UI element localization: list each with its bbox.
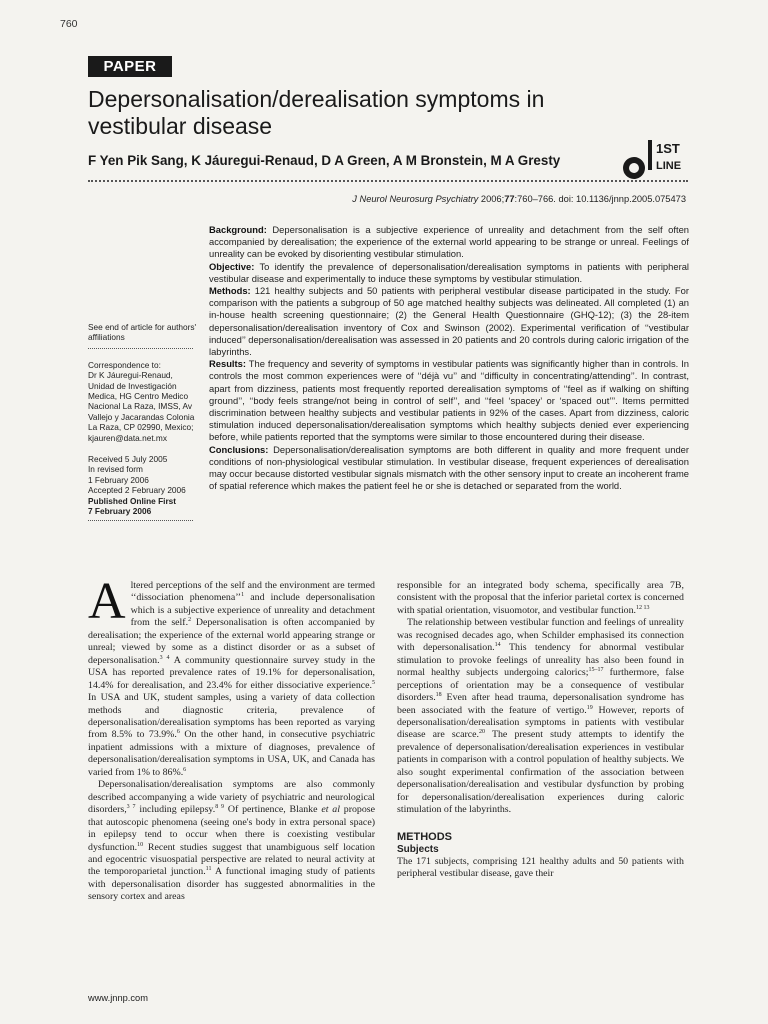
reference-marker: 15–17 [588, 667, 604, 674]
reference-marker: 18 [435, 692, 442, 699]
body-text: The present study attempts to identify the prevalence of depersonalisation/derealisation experiences in vestibular patients in comparison with a control population of healthy subjects. We also sought experimental confirmation of the association between depersonalisation/derealisation and vestibular dysfunction by probing for depersonalisation/derealisation experiences during caloric stimulation of the labyrinths. [397, 729, 685, 816]
abstract-text: To identify the prevalence of depersonalisation/derealisation symptoms in patients with peripheral vestibular disease and experimentally to induce these symptoms by vestibular stimulation. [209, 260, 689, 284]
abstract-heading: Objective: [209, 260, 255, 272]
header-divider [88, 180, 688, 182]
abstract-heading: Methods: [209, 285, 251, 297]
abstract-heading: Background: [209, 224, 267, 235]
reference-marker: 14 [494, 642, 501, 649]
body-paragraph [88, 573, 375, 779]
reference-marker: 6 [183, 766, 187, 773]
page-number: 760 [60, 18, 78, 30]
reference-marker: 10 [137, 841, 144, 848]
reference-marker: 12 13 [636, 604, 650, 611]
received-date: Received 5 July 2005 [88, 454, 168, 465]
abstract-objective [209, 261, 689, 285]
body-paragraph [397, 617, 684, 816]
subsection-heading-subjects: Subjects [397, 843, 439, 855]
abstract-methods [209, 285, 689, 358]
body-text: Even after head trauma, depersonalisation syndrome has been associated with the feature of vertigo. [397, 692, 684, 716]
reference-marker: 8 9 [215, 804, 225, 811]
body-text: This tendency for abnormal vestibular stimulation to provoke feelings of unreality has also been found in normal healthy subjects undergoing calorics; [397, 642, 684, 679]
logo-top-text: 1ST [656, 141, 680, 156]
published-online-label: Published Online First [88, 495, 177, 506]
correspondence-address: Dr K Jáuregui-Renaud, Unidad de Investigación Medica, HG Centro Medico Nacional La Raza, IMSS, Av Vallejo y Jacarandas Colonia La Raza, CP 02990, Mexico; kjauren@data.net.mx [88, 370, 195, 443]
published-online-date: 7 February 2006 [88, 506, 152, 517]
body-text: ltered perceptions of the self and the environment are termed ‘‘dissociation phenomena’’ [130, 580, 375, 604]
citation-volume: 77 [504, 194, 515, 204]
body-text: and include depersonalisation which is a subjective experience of unreality and detachment from the self. [130, 592, 375, 629]
body-text: Depersonalisation/derealisation symptoms are also commonly described accompanying a wide variety of psychiatric and neurological disorders, [88, 779, 375, 816]
citation-pages-doi: :760–766. doi: 10.1136/jnnp.2005.075473 [514, 194, 686, 204]
abstract-text: 121 healthy subjects and 50 patients with peripheral vestibular disease participated in the study. For comparison with the patients a subgroup of 50 age matched healthy subjects was delineated. All completed (1) an in-house health screening questionnaire; (2) the General Health Questionnaire (GHQ-12); (3) the 28-item depersonalisation/derealisation inventory of Cox and Swinson (2002). Experimental verification of ‘‘vestibular induced’’ depersonalisation/derealisation was assessed in 20 patients and 20 controls during caloric irrigation of the labyrinths. [209, 285, 689, 358]
abstract-text: Depersonalisation is a subjective experience of unreality and detachment from the self often accompanied by derealisation; the experience of the external world appearing to be strange or unreal. Feelings of unreality can be evoked by disorienting vestibular stimulation. [209, 224, 689, 260]
revised-label: In revised form [88, 464, 143, 475]
body-text: propose that autoscopic phenomena (seeing one's body in extra personal space) in epilepsy tend to occur when there is coexisting vestibular dysfunction. [88, 804, 376, 853]
abstract-text: Depersonalisation/derealisation symptoms are both different in quality and more frequent under conditions of non-physiological vestibular stimulation. In vestibular disease, frequent experiences of derealisation may occur because distorted vestibular signals mismatch with the other sensory input to create an incoherent frame of spatial reference which makes the patient feel he or she is detached or separated from the world. [209, 443, 689, 492]
reference-marker: 2 [188, 617, 192, 624]
section-heading-methods: METHODS [397, 830, 452, 843]
reference-marker: 20 [479, 729, 485, 736]
reference-marker: 19 [586, 704, 593, 711]
affiliations-note: See end of article for authors' affiliations [88, 322, 197, 343]
abstract-heading: Results: [209, 358, 246, 370]
body-text: Recent studies suggest that unambiguous self location and egocentric visuospatial perspective are related to neural activity at the temporoparietal junction. [88, 841, 375, 878]
reference-marker: 6 [176, 729, 180, 736]
citation-line [352, 194, 686, 204]
abstract-results [209, 358, 689, 443]
reference-marker: 11 [205, 866, 212, 873]
reference-marker: 3 7 [126, 804, 136, 811]
body-text: However, reports of depersonalisation/derealisation symptoms in patients with vestibular disease are scarce. [397, 704, 684, 741]
body-text: A functional imaging study of patients with depersonalisation disorder has suggested abnormalities in the sensory cortex and areas [88, 866, 375, 903]
body-column-left [88, 573, 376, 904]
first-online-logo-icon [618, 138, 690, 182]
footer-journal-url: www.jnnp.com [88, 993, 148, 1003]
body-paragraph [88, 779, 375, 904]
accepted-date: Accepted 2 February 2006 [88, 485, 186, 496]
sidebar-divider [88, 348, 193, 349]
body-text: including epilepsy. [135, 804, 216, 816]
article-title: Depersonalisation/derealisation symptoms in vestibular disease [88, 86, 545, 139]
body-text: Depersonalisation is often accompanied by derealisation; the experience of the external world appearing strange or unreal; viewed by some as a distinct disorder or as a subset of depersonalisation. [88, 617, 375, 666]
section-tag: PAPER [88, 56, 172, 77]
abstract [209, 224, 689, 492]
body-text: furthermore, false perceptions of orientation may be a consequence of vestibular disorders. [397, 667, 684, 704]
body-text: The relationship between vestibular function and feelings of unreality was recognised decades ago, when Schilder emphasised its connection with depersonalisation. [397, 617, 684, 654]
abstract-conclusions [209, 444, 689, 493]
body-column-right [397, 580, 684, 881]
sidebar-divider [88, 520, 193, 521]
reference-marker: 3 4 [159, 654, 170, 661]
body-text: In USA and UK, student samples, using a variety of data collection methods and diagnostic criteria, prevalence of depersonalisation/derealisation symptoms has been reported as varying from 8.5% to 73.9%. [88, 692, 375, 741]
reference-marker: 1 [241, 592, 245, 599]
body-paragraph [397, 580, 684, 617]
citation-year: 2006; [480, 194, 505, 204]
correspondence-label: Correspondence to: [88, 359, 161, 370]
body-text: A community questionnaire survey study in the USA has reported prevalence rates of 19.1% for depersonalisation, 14.4% for derealisation, and 23.4% for either dissociative experience. [88, 654, 375, 691]
reference-marker: 5 [372, 679, 375, 686]
body-paragraph: The 171 subjects, comprising 121 healthy adults and 50 patients with peripheral vestibular disease, gave their [397, 855, 684, 880]
abstract-text: The frequency and severity of symptoms in vestibular patients was significantly higher than in controls. In controls the most common experiences were of ‘‘déjà vu’’ and ‘‘difficulty in concentrating/attending’’. In contrast, apart from dizziness, patients most frequently reported derealisation symptoms of ‘‘feel as if walking on shifting ground’’, ‘‘body feels strange/not being in control of self’’, and ‘‘feel ‘spacey’ or ‘spaced out’’’. Items permitted discrimination between healthy subjects and vestibular patients in 92% of the cases. Apart from dizziness, caloric stimulation induced depersonalisation/derealisation symptoms which healthy subjects denied ever experiencing before, while patients reported that the symptoms were similar to those encountered during their disease. [209, 358, 690, 443]
logo-bottom-text: LINE [656, 160, 682, 172]
et-al: et al [321, 804, 340, 816]
author-list: F Yen Pik Sang, K Jáuregui-Renaud, D A Green, A M Bronstein, M A Gresty [88, 153, 561, 168]
article-sidebar [88, 322, 200, 532]
body-text: On the other hand, in consecutive psychiatric inpatient admissions with a mixture of diagnoses, prevalence of depersonalisation/derealisation symptoms in USA, UK, and Canada has varied from 1% to 86%. [88, 729, 375, 778]
journal-name: J Neurol Neurosurg Psychiatry [352, 194, 479, 204]
body-text: Of pertinence, Blanke [224, 804, 322, 816]
drop-cap: A [88, 573, 126, 630]
abstract-background [209, 224, 689, 261]
revised-date: 1 February 2006 [88, 474, 149, 485]
abstract-heading: Conclusions: [209, 443, 269, 455]
body-text: responsible for an integrated body schema, specifically area 7B, consistent with the proposal that the inferior parietal cortex is concerned with spatial orientation, visuomotor, and vestibular function. [397, 580, 684, 616]
